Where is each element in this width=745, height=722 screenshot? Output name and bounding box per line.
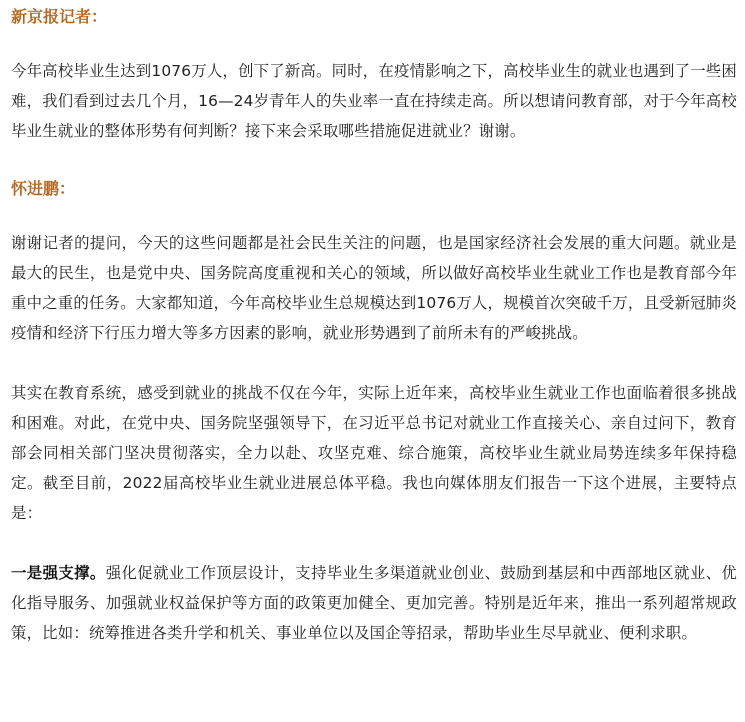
answer-paragraph-3-text: 强化促就业工作顶层设计，支持毕业生多渠道就业创业、鼓励到基层和中西部地区就业、优化指导服务、加强就业权益保护等方面的政策更加健全、更加完善。特别是近年来，推出一系列超常规政策，比如：统筹推进各类升学和机关、事业单位以及国企等招录，帮助毕业生尽早就业、便利求职。 [11,564,737,642]
reporter-speaker-label: 新京报记者： [11,7,108,26]
minister-speaker-label: 怀进鹏： [11,179,76,198]
spacer [11,202,737,228]
reporter-question-paragraph: 今年高校毕业生达到1076万人，创下了新高。同时，在疫情影响之下，高校毕业生的就业也遇到了一些困难，我们看到过去几个月，16—24岁青年人的失业率一直在持续走高。所以想请问教育部，对于今年高校毕业生就业的整体形势有何判断？接下来会采取哪些措施促进就业？谢谢。 [11,62,737,140]
answer-paragraph-3 [11,558,737,648]
spacer [11,528,737,558]
answer-paragraph-2: 其实在教育系统，感受到就业的挑战不仅在今年，实际上近年来，高校毕业生就业工作也面临着很多挑战和困难。对此，在党中央、国务院坚强领导下，在习近平总书记对就业工作直接关心、亲自过问下，教育部会同相关部门坚决贯彻落实，全力以赴、攻坚克难、综合施策，高校毕业生就业局势连续多年保持稳定。截至目前，2022届高校毕业生就业进展总体平稳。我也向媒体朋友们报告一下这个进展，主要特点是： [11,384,737,522]
spacer [11,348,737,378]
spacer [11,30,737,56]
answer-paragraph-1: 谢谢记者的提问，今天的这些问题都是社会民生关注的问题，也是国家经济社会发展的重大问题。就业是最大的民生，也是党中央、国务院高度重视和关心的领域，所以做好高校毕业生就业工作也是教育部今年重中之重的任务。大家都知道，今年高校毕业生总规模达到1076万人，规模首次突破千万，且受新冠肺炎疫情和经济下行压力增大等多方因素的影响，就业形势遇到了前所未有的严峻挑战。 [11,234,737,342]
answer-paragraph-3-lead: 一是强支撑。 [11,564,106,582]
spacer [11,146,737,176]
